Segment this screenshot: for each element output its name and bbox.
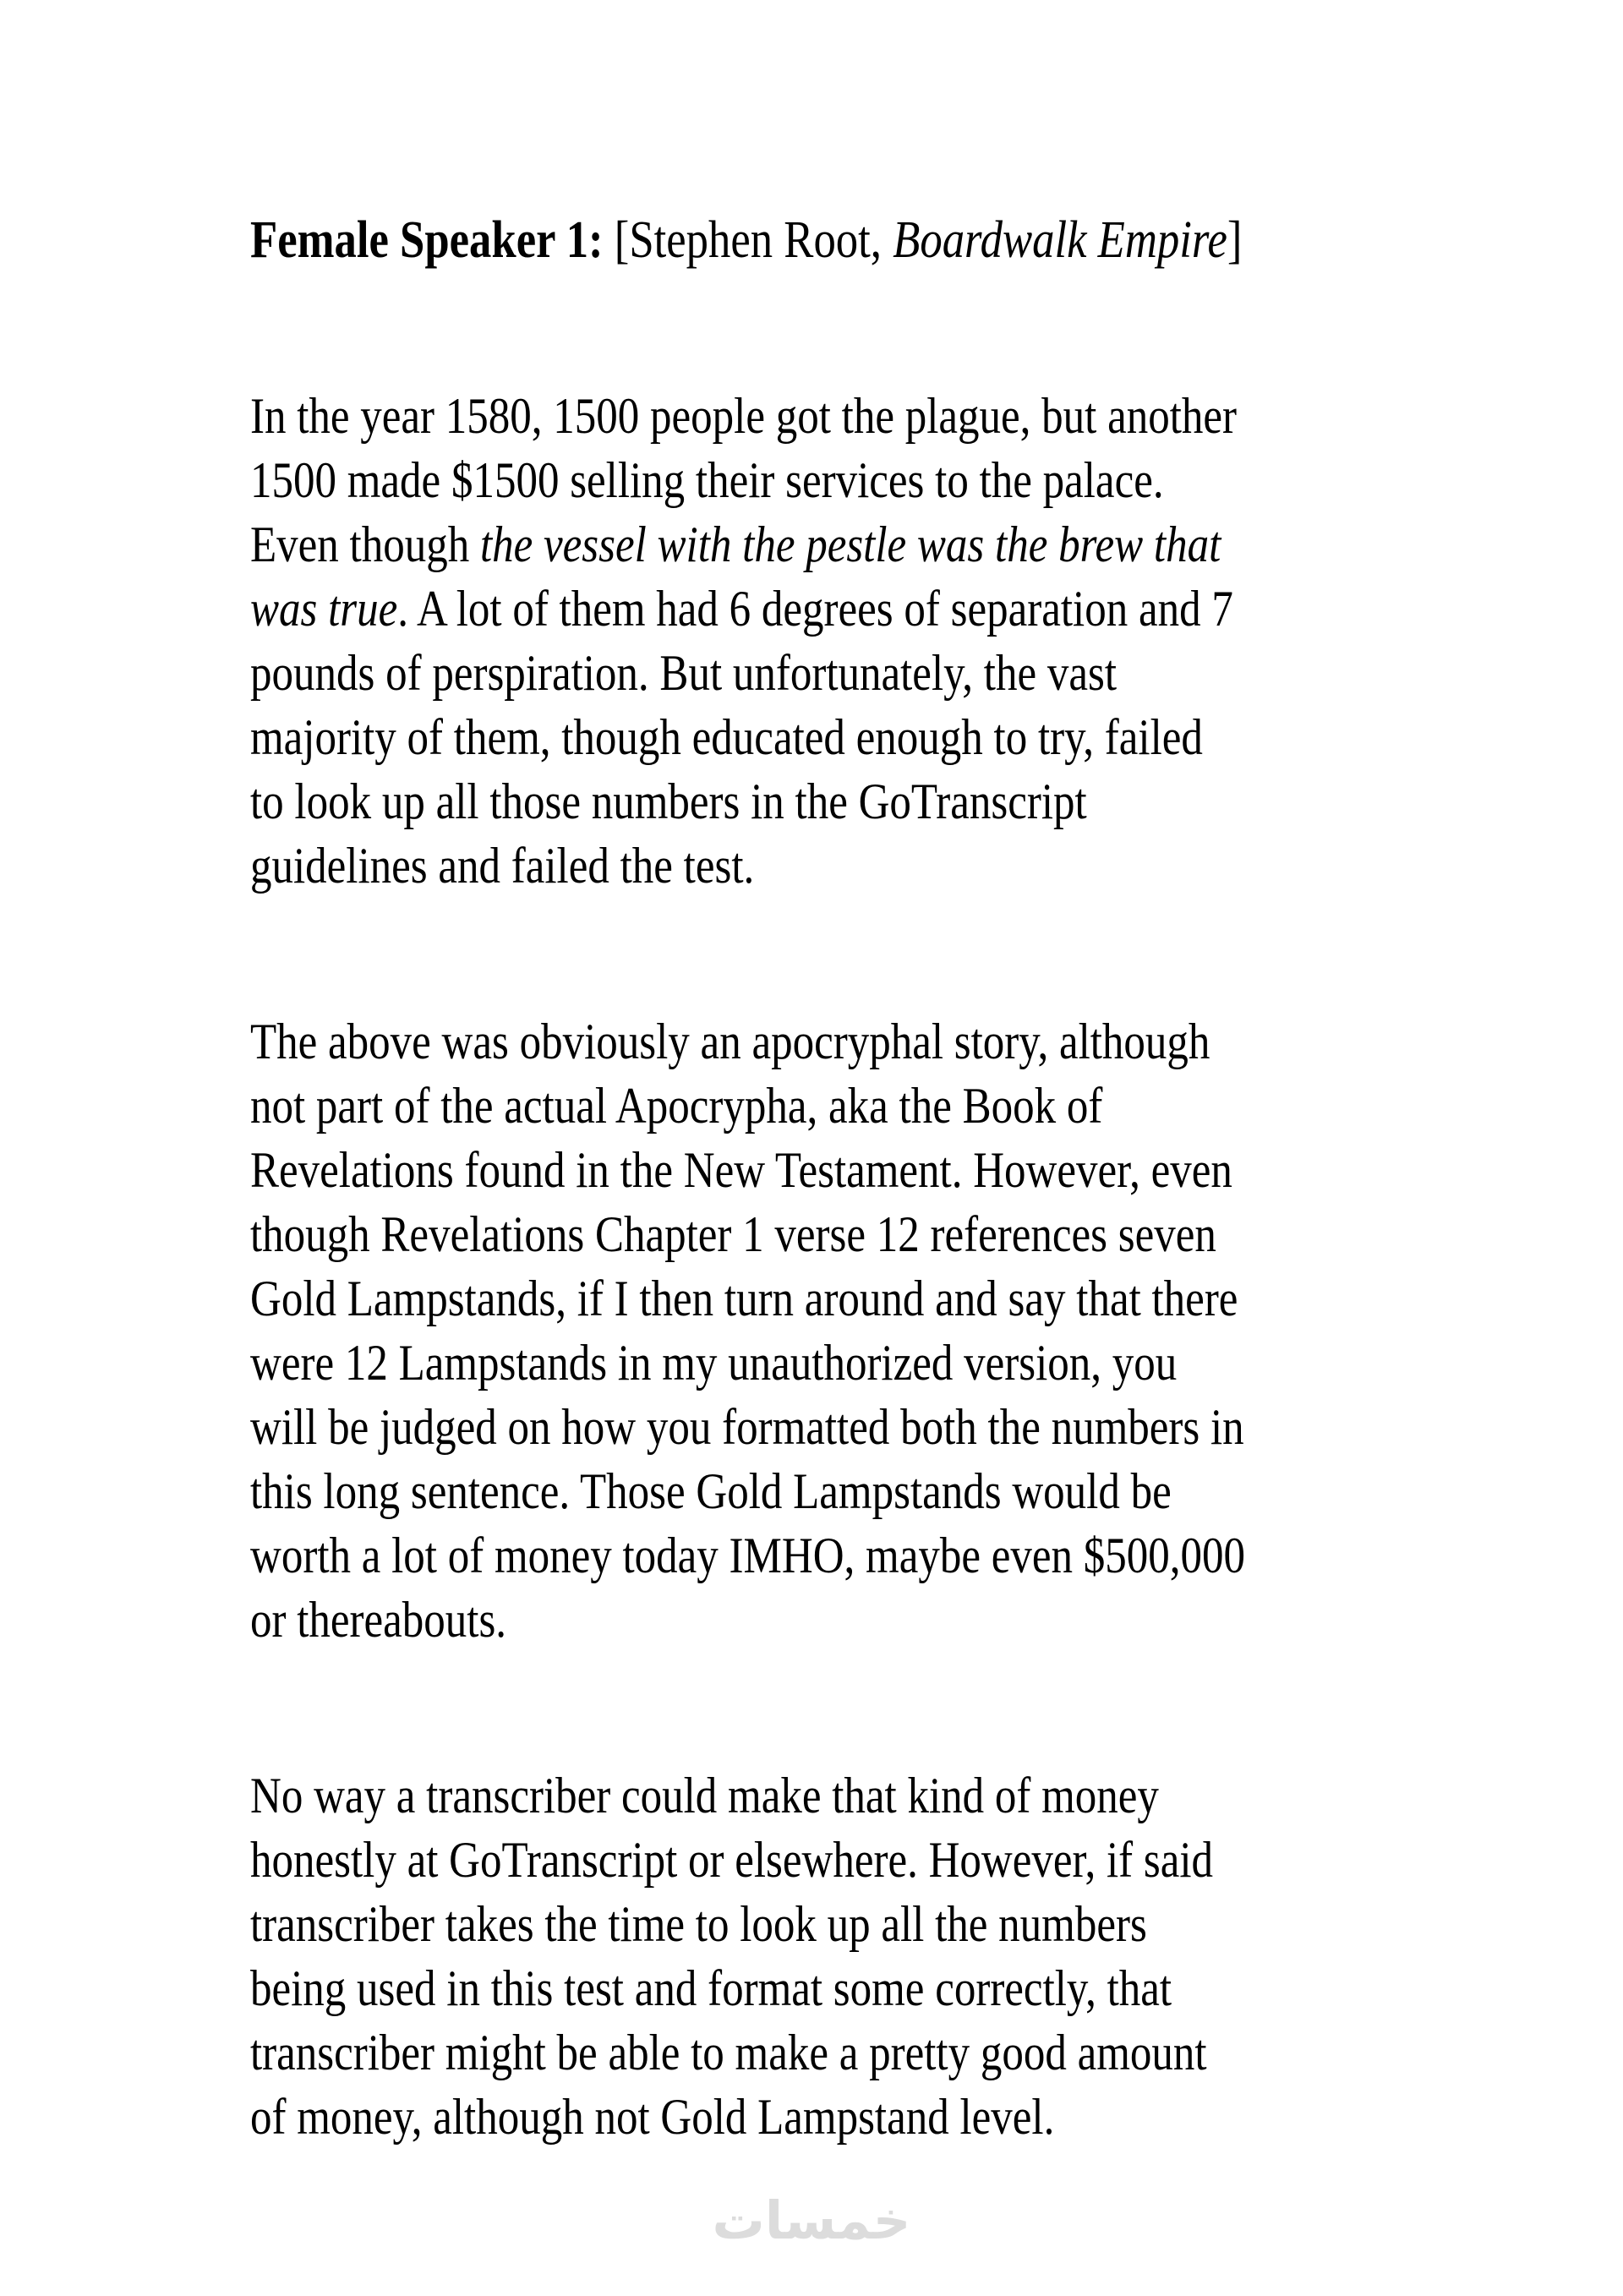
text-line — [250, 705, 1371, 769]
text-line — [250, 1956, 1371, 2020]
text-run: were 12 Lampstands in my unauthorized version, you — [250, 1335, 1178, 1391]
text-run: transcriber might be able to make a pretty good amount — [250, 2025, 1207, 2080]
text-run: pounds of perspiration. But unfortunately, the vast — [250, 645, 1118, 701]
text-line — [250, 769, 1371, 834]
text-run: will be judged on how you formatted both the numbers in — [250, 1399, 1244, 1455]
text-run: In the year 1580, 1500 people got the plague, but another — [250, 388, 1238, 444]
text-run: or thereabouts. — [250, 1592, 507, 1648]
text-run: [Stephen Root, — [603, 211, 893, 269]
text-run: was true — [250, 581, 398, 637]
text-run: transcriber takes the time to look up all the numbers — [250, 1896, 1147, 1952]
paragraph-2 — [250, 1009, 1569, 1652]
text-run: The above was obviously an apocryphal story, although — [250, 1014, 1210, 1069]
text-run: guidelines and failed the test. — [250, 838, 755, 894]
text-run: . A lot of them had 6 degrees of separation and 7 — [397, 581, 1233, 637]
text-run: Even though — [250, 517, 480, 572]
text-line — [250, 2020, 1371, 2085]
text-run: majority of them, though educated enough to try, failed — [250, 709, 1203, 765]
text-run: worth a lot of money today IMHO, maybe even $500,000 — [250, 1528, 1246, 1583]
text-run: though Revelations Chapter 1 verse 12 references seven — [250, 1206, 1216, 1262]
text-line — [250, 1074, 1371, 1138]
text-line — [250, 512, 1371, 577]
text-run: of money, although not Gold Lampstand level. — [250, 2089, 1055, 2145]
text-line — [250, 1202, 1371, 1266]
text-line — [250, 1459, 1371, 1523]
text-line — [250, 1009, 1371, 1074]
text-line — [250, 1892, 1371, 1956]
text-run: Revelations found in the New Testament. However, even — [250, 1142, 1232, 1198]
khamsat-watermark: خمسات — [712, 2189, 911, 2251]
text-line — [250, 1828, 1371, 1892]
text-run: not part of the actual Apocrypha, aka the Book of — [250, 1078, 1103, 1134]
text-run: being used in this test and format some correctly, that — [250, 1960, 1172, 2016]
text-line — [250, 448, 1371, 512]
text-run: 1500 made $1500 selling their services to the palace. — [250, 452, 1164, 508]
text-line — [250, 2085, 1371, 2149]
text-run: ] — [1227, 211, 1243, 269]
text-line — [250, 834, 1371, 898]
text-line — [250, 1138, 1371, 1202]
text-line — [250, 577, 1371, 641]
speaker-heading — [250, 208, 1371, 272]
text-run: Female Speaker 1: — [250, 211, 604, 269]
text-run: No way a transcriber could make that kind of money — [250, 1768, 1159, 1823]
text-run: this long sentence. Those Gold Lampstands would be — [250, 1463, 1172, 1519]
transcript-paragraphs — [250, 384, 1569, 2149]
text-line — [250, 1266, 1371, 1331]
transcript-content — [250, 208, 1569, 2260]
text-run: Boardwalk Empire — [893, 211, 1227, 269]
text-run: to look up all those numbers in the GoTranscript — [250, 774, 1087, 829]
paragraph-1 — [250, 384, 1569, 898]
paragraph-3 — [250, 1763, 1569, 2149]
text-run: the vessel with the pestle was the brew that — [479, 517, 1221, 572]
text-run: honestly at GoTranscript or elsewhere. However, if said — [250, 1832, 1214, 1888]
text-line — [250, 1588, 1371, 1652]
speaker-heading-block — [250, 208, 1569, 272]
text-run: Gold Lampstands, if I then turn around and say that there — [250, 1271, 1238, 1326]
text-line — [250, 641, 1371, 705]
text-line — [250, 1395, 1371, 1459]
text-line — [250, 384, 1371, 448]
text-line — [250, 1523, 1371, 1588]
text-line — [250, 1763, 1371, 1828]
text-line — [250, 1331, 1371, 1395]
